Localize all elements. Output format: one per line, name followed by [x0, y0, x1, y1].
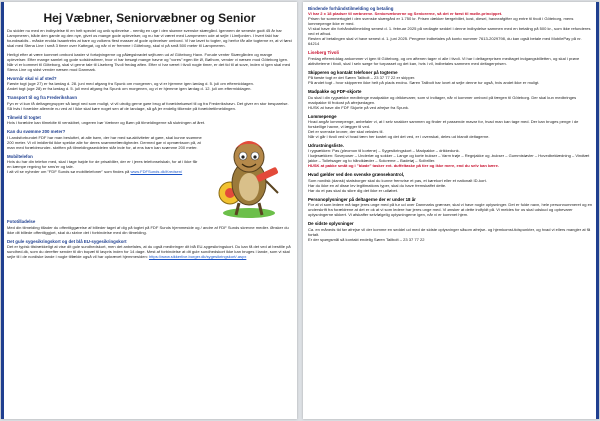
section-heading: Liseberg Tivoli — [308, 50, 339, 56]
section-body: Hvis i forældre kan tilmeldte til venskibet, ungeren bør Væbner og Børn på tilmeldingerne så slutningen af året. — [7, 120, 206, 126]
section-body: For at vi som ledere må tage jeres unge med på tur ud over Danmarks grænser, skal vi have nogle oplysninger. Det er fulde navn, hele personnummeret og en underskrift fra forældrene at det er ok at vi som ledere har jeres unge med. Vi ønsker at dette indfyldt på. Vi meldes for os skal udskud og opbevarer oplysningerne sikkert. Vi afskaffer selvfølgelig oplysningerne igen, når vi er kommet hjem. — [308, 202, 593, 218]
section-heading: Udrustningsliste. — [308, 143, 344, 149]
section-heading: Fototilladelse — [7, 219, 36, 225]
intro-paragraph: Du sidder nu med en indbydelse til en helt speciel og unik spilevelse - nemlig en uge i den skønne svenske skærgård. Igennem de seneste godt 45 år har Lampmeren, både den gamle og den nye, givet os mange gode oplevelser, og nu har vi været med Lampmeren ude at sejle i Limfjorden. I hvert fald har foundwaldis - måske endda Isaantrebs at bare og volkens flest masser af gode oplevelser ombord. Vi har lavet to togter, og herfor får alle togterne er, at vi først skal med Stena Line i små 3 timer over Kattegat, og når vi er fremme i Göteborg, skal vi på små 500 meter til Lampmeren. — [7, 28, 292, 48]
sygesikring-link[interactable]: https://www.sikkerlive.borger.dk/sygesikringskort/.aspx — [148, 254, 247, 260]
section-lead: Vi har 2 x 18 pladser til væbnerne. Seniorvæbnerne og Seniorerne, så det er først til mølle-princippet. — [308, 11, 503, 17]
section-body: På første togt er det Søren Tailbolt – 23 37 77 22 er skipper. På andet togt - hvor skipperen ikke helt på plads endnu. Søren Tailbolt har lovet at sejle denne tur også, hvis andet ikke er muligt. — [308, 75, 540, 86]
section-body: Fyn er vi kun få deltagergrupper så langt ned som muligt, vi vil utrolig gerne gøre brug af forældrekørsel til og fra Frederikshavn. Det giver en stor besparelse. Så hvis i forældre allerede nu ved at I ikke skal køre noget sen af de landage, så gå jer endelig tilkende på forældretilmeldingen. — [7, 100, 289, 111]
section-body: Ca. en måneds tid før afrejse vil der komme en seddel ud med de sidste oplysninger såsom afrejse- og hjemkomst-tidspunkter, og hvad vi ellers mangler at få fortalt. Er der spørgsmål så kontakt endelig Søren Tailbolt – 23 37 77 22 — [308, 226, 591, 242]
right-page — [303, 2, 599, 419]
section-heading: Lommepenge — [308, 113, 337, 119]
section-heading: Transport til og fra Frederikshavn — [7, 95, 78, 101]
section-heading: Bindende forhåndstilmelding og betaling — [308, 6, 394, 11]
section-body: Du skal i din rygsække medbringe madpakke og drikkevarer, som vi indtager, når vi kommer ombord på færgen til Göteborg. Der skal kun medbringes madpakke til frokost på afrejsedagen. HUSK at have din FDF Skjorte på ved afrejse fra Spunk. — [308, 94, 577, 110]
section-heading: De sidste oplysninger — [308, 221, 354, 227]
page-stripe — [596, 2, 599, 419]
section-body: Det er typisk tilstrækkeligt at vise dit gule sundhedskort, men det anbefales, at du også medbringer dit blå EU-sygesikringskort. Du kan få det ved at bestille på sundhed.dk, som du derefter sender til din bopæl til lavpris inden for 14 dage. Mest af forbindelse at dit gule sundhedskort ikke kan bruges i lande, som vi skal sejle til i de nordiske lande i nogle tilfælde også vil har opkrævet hjemmesiden: https://www.sikkerlive.borger.dk/sygesikringskort/.aspx — [7, 244, 291, 260]
section-heading: Hvornår skal vi af sted? — [7, 76, 57, 81]
left-page — [1, 2, 297, 419]
kreds-link[interactable]: www.FDFSunds.dk/Kredsen/ — [130, 169, 183, 175]
section-body: Fredag eftermiddag ankommer vi igen til Göteborg, og om aftenen tager vi alle i tivoli. Vi har i deltagerprisen medtaget indgangsbilletten, og skal i prøve aktiviteterne i tivoli, skal I selv sørge for turpasset og det kan, hvis i vil, indbetales sammen med deltagerprisen. — [308, 55, 580, 66]
section-heading: Madpakke og FDF-skjorte — [308, 89, 362, 95]
section-heading: Personoplysninger på deltagerne der er under 18 år — [308, 196, 416, 202]
section-body: Som nordisk (dansk) statsborger skal du kunne fremvise et pas, et kørekort eller et nationalt ID-kort. Har du ikke en af disse lev legitimations typer, skal du have fremskaffet dette. Har du et pas skal du sikre dig det ikke er udløbet. — [308, 177, 487, 193]
section-body: I rygsækken: Pas (pleomon til kortene) – Sygesikringskort – Madpakke – drikkedunk. I køjesækken: Soveposer – Underlæ og sokker – Lange og korte bukser – Varm trøje – Regnjakke og -bukser – Gummistøvler – Hovedbeklædning – Vindtæt jakke – Toiletsager og to håndklæder – Solcreme – Badetøj – Solbriller. — [308, 148, 590, 164]
packing-warning: HUSK at pakke småt og i "bløde" tasker evt. duffeltaske på tier og ikke mere, end du selv kan bære. — [308, 163, 499, 169]
section-body: I Landsforbundet FDF har man besluttet, at alle børn, der har med sø-aktiviteter at gøre, skal kunne svømme 200 meter. Vi vil imidlertid ikke spekke alle for deres svømmefærdigheder. Dermed gør vi opmærksom på, at man med forældreunder- skriften på tilmeldingsseddelen står inde for, at ens barn kan svømme 200 meter. — [7, 134, 202, 150]
section-heading: Det gule sygesikringskort og det blå EU-sygesikringskort — [7, 238, 127, 244]
section-body: Første togt (uge 27) er fra lørdag d. 28. juni med afgang fra Spunk om morgenen, og vi er hjemme igen lørdag d. 5. juli om eftermiddagen. Andet togt (uge 28) er fra lørdag d. 5. juli med afgang fra Spunk om morgenen, og vi er hjemme igen lørdag d. 12. juli om eftermiddagen. — [7, 81, 254, 92]
page-title: Hej Væbner, Seniorvæbner og Senior — [43, 11, 256, 25]
section-body: Hvis du har din telefon med, skal i tage højde for de prisafdiler, der er i jeres telefonselskab, for at i ikke får en kæmpe regning for sms'er og tale. I alt vil se nyheder om "FDF Sunds sø mobiltelefoner" som findes på www.FDFSunds.dk/Kredsen/ — [7, 159, 198, 175]
page-stripe — [1, 2, 4, 419]
section-heading: Kan du svømme 200 meter? — [7, 129, 66, 135]
section-heading: Skipperen og kontakt telefoner på togterne — [308, 69, 398, 75]
section-heading: Hvad gælder ved den svenske grænsekontrol, — [308, 172, 405, 178]
section-body: Prisen for sommertogtet i den svenske skærgård er 1.750 kr. Prisen dækker færgebillet, kost, diesel, havneafgifter og entre til tivoli i Göteborg, mens lommepenge ikke er med. Vi skal have din forhåndstilmelding senest d. 1. februar 2025 på vedlagte seddel i denne indbydelse sammen med en betaling på 500 kr., som ikke refunderes ved et afbud. Resten af betalingen skal vi have senest d. 1. juni 2025. Pengene indbetales på konto nummer 7613-2029798, du kan også betale med MobilePay på nr. 64214 — [308, 16, 591, 47]
section-heading: Tilmeld til togtet — [7, 114, 41, 120]
intro-paragraph: Herligt efter at være kommet ombord kaster vi fortøjningerne og pålægsbrødet sejlturen ud af Göteborg Havn. Forude venter Skærgården og mange oplevelser. Efter mange samlet og gode solskinstimer, hvor vi har besøgt mange havne og "vores" egen ille Ø, Bølhom, vender vi næsen mod Göteborg igen. Når vi er kommet til Göteborg, skal vi gerne tale til Liseberg Tivoli fredag aften. Efter vi har været i tivoli nogle timer, er det tid til at sove, inden vi igen skal med Stena Line og sidst vender næsen mod Danmark. — [7, 52, 291, 72]
section-body: Med din tilmelding tillader du offentliggørelse af billeder taget af dig på togtet på FDF Sunds hjemmeside og / andre af FDF Sunds skrevne medier. Ønsker du ikke dit billede offentliggjort, skal du skrive det i forbindelse med din tilmelding. — [7, 224, 289, 235]
section-heading: Mobiltelefon — [7, 153, 33, 159]
mascot-illustration — [206, 131, 292, 219]
section-body: Hvad angår lommepenge, anbefaler vi, at I selv snakker sammen og finder et passende mavar for, hvad man kan tage med. Der kan bruges penge i de forskellige havne, vi lægger til ved. Det er svenske kroner, der skal veksles til. Når vi går i tivoli ved vi hvad tæm her kostet og det det ved, er i ovenskat, deles ud blandt deltagerne. — [308, 119, 579, 140]
